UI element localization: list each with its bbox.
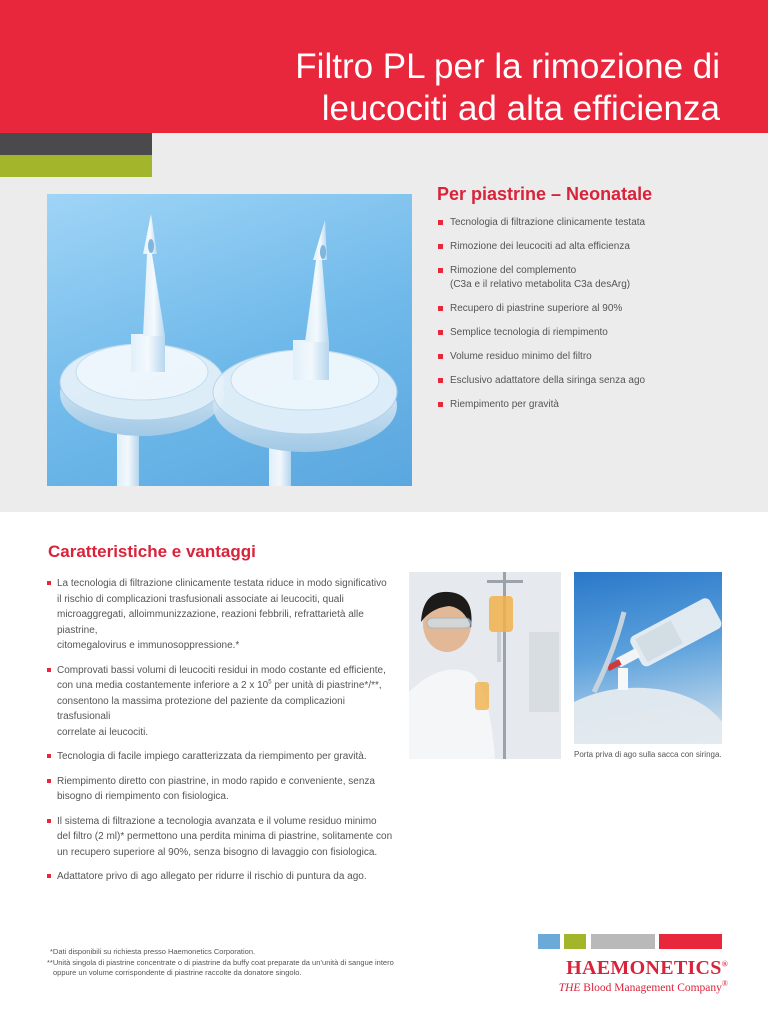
list-item: [47, 869, 397, 885]
tagline-emphasis: THE: [558, 981, 581, 994]
list-item: [437, 264, 737, 292]
list-item-line: per unità di piastrine*/**,: [271, 680, 382, 691]
list-item-line: Comprovati bassi volumi di leucociti residui in modo costante ed efficiente,: [57, 664, 386, 676]
accent-bar-green: [0, 155, 152, 177]
lab-illustration: [409, 572, 561, 759]
feature-list: [437, 216, 737, 422]
list-item: Rimozione dei leucociti ad alta efficienza: [437, 240, 737, 254]
registered-mark: ®: [721, 979, 728, 988]
page-title: [200, 46, 720, 130]
list-item: [47, 663, 397, 741]
list-item-line: con una media costantemente inferiore a 2 x 10: [57, 680, 269, 691]
filter-right: [213, 220, 397, 486]
list-item-line: citomegalovirus e immunosoppressione.*: [57, 640, 240, 651]
superscript: 5: [268, 679, 272, 686]
title-line-1: Filtro PL per la rimozione di: [295, 47, 720, 86]
list-item-line: del filtro (2 ml)* permettono una perdita minima di piastrine, solitamente con: [57, 831, 393, 842]
color-bar-blue: [538, 934, 560, 949]
lab-technician-photo: [409, 572, 561, 759]
registered-mark: ®: [721, 959, 728, 969]
footnote-1: *Dati disponibili su richiesta presso Haemonetics Corporation.: [50, 947, 256, 956]
list-item-line: consentono la massima protezione del paziente da complicazioni trasfusionali: [57, 695, 345, 722]
color-bar-green: [564, 934, 586, 949]
list-item-line: un recupero superiore al 90%, senza bisogno di lavaggio con fisiologica.: [57, 846, 378, 858]
list-item: Tecnologia di filtrazione clinicamente testata: [437, 216, 737, 230]
list-item-line: Il sistema di filtrazione a tecnologia avanzata e il volume residuo minimo: [57, 815, 377, 827]
color-bar-red: [659, 934, 722, 949]
list-item-line: bisogno di riempimento con fisiologica.: [57, 791, 229, 802]
list-item: Volume residuo minimo del filtro: [437, 350, 737, 364]
list-item-line: Adattatore privo di ago allegato per ridurre il rischio di puntura da ago.: [57, 871, 367, 882]
header-band: [0, 0, 768, 133]
brand-color-bars: [538, 934, 722, 949]
list-item: Recupero di piastrine superiore al 90%: [437, 302, 737, 316]
logo-tagline: [520, 979, 728, 994]
product-subtitle: Per piastrine – Neonatale: [437, 184, 653, 204]
logo-wordmark: HAEMONETICS: [566, 957, 722, 979]
list-item-line: microaggregati, alloimmunizzazione, reazioni febbrili, refrattarietà alle piastrine,: [57, 609, 364, 636]
logo-name: [520, 957, 728, 980]
list-item: [47, 749, 397, 765]
list-item-line: (C3a e il relativo metabolita C3a desArg): [450, 279, 631, 290]
list-item-line: Riempimento diretto con piastrine, in modo rapido e conveniente, senza: [57, 775, 375, 787]
list-item: [47, 814, 397, 861]
filter-left: [60, 214, 224, 486]
tagline-text: Blood Management Company: [580, 981, 722, 994]
list-item-line: La tecnologia di filtrazione clinicamente testata riduce in modo significativo: [57, 578, 387, 589]
filter-illustration: [47, 194, 412, 486]
photo-caption: Porta priva di ago sulla sacca con siringa.: [574, 750, 722, 759]
list-item: Riempimento per gravità: [437, 398, 737, 412]
footnotes: [47, 947, 427, 979]
footnote-2: **Unità singola di piastrine concentrate o di piastrine da buffy coat preparate da un’unità di sangue intero: [47, 957, 394, 967]
list-item-line: correlate ai leucociti.: [57, 726, 149, 738]
list-item: [47, 576, 397, 654]
list-item: Semplice tecnologia di riempimento: [437, 326, 737, 340]
list-item-line: il rischio di complicazioni trasfusionali associate ai leucociti, quali: [57, 593, 344, 605]
list-item: Esclusivo adattatore della siringa senza ago: [437, 374, 737, 388]
syringe-port-photo: [574, 572, 722, 744]
list-item-line: Tecnologia di facile impiego caratterizzata da riempimento per gravità.: [57, 751, 367, 762]
list-item: [47, 774, 397, 805]
accent-bar-dark: [0, 133, 152, 155]
filter-product-photo: [47, 194, 412, 486]
haemonetics-logo: [520, 957, 728, 994]
list-item-line: Rimozione del complemento: [450, 265, 577, 276]
footnote-3: oppure un volume corrispondente di piastrine raccolte da donatore singolo.: [53, 968, 302, 977]
benefits-title: Caratteristiche e vantaggi: [48, 542, 256, 561]
benefits-list: [47, 576, 397, 894]
title-line-2: leucociti ad alta efficienza: [321, 89, 720, 128]
syringe-illustration: [574, 572, 722, 744]
color-bar-grey: [591, 934, 655, 949]
